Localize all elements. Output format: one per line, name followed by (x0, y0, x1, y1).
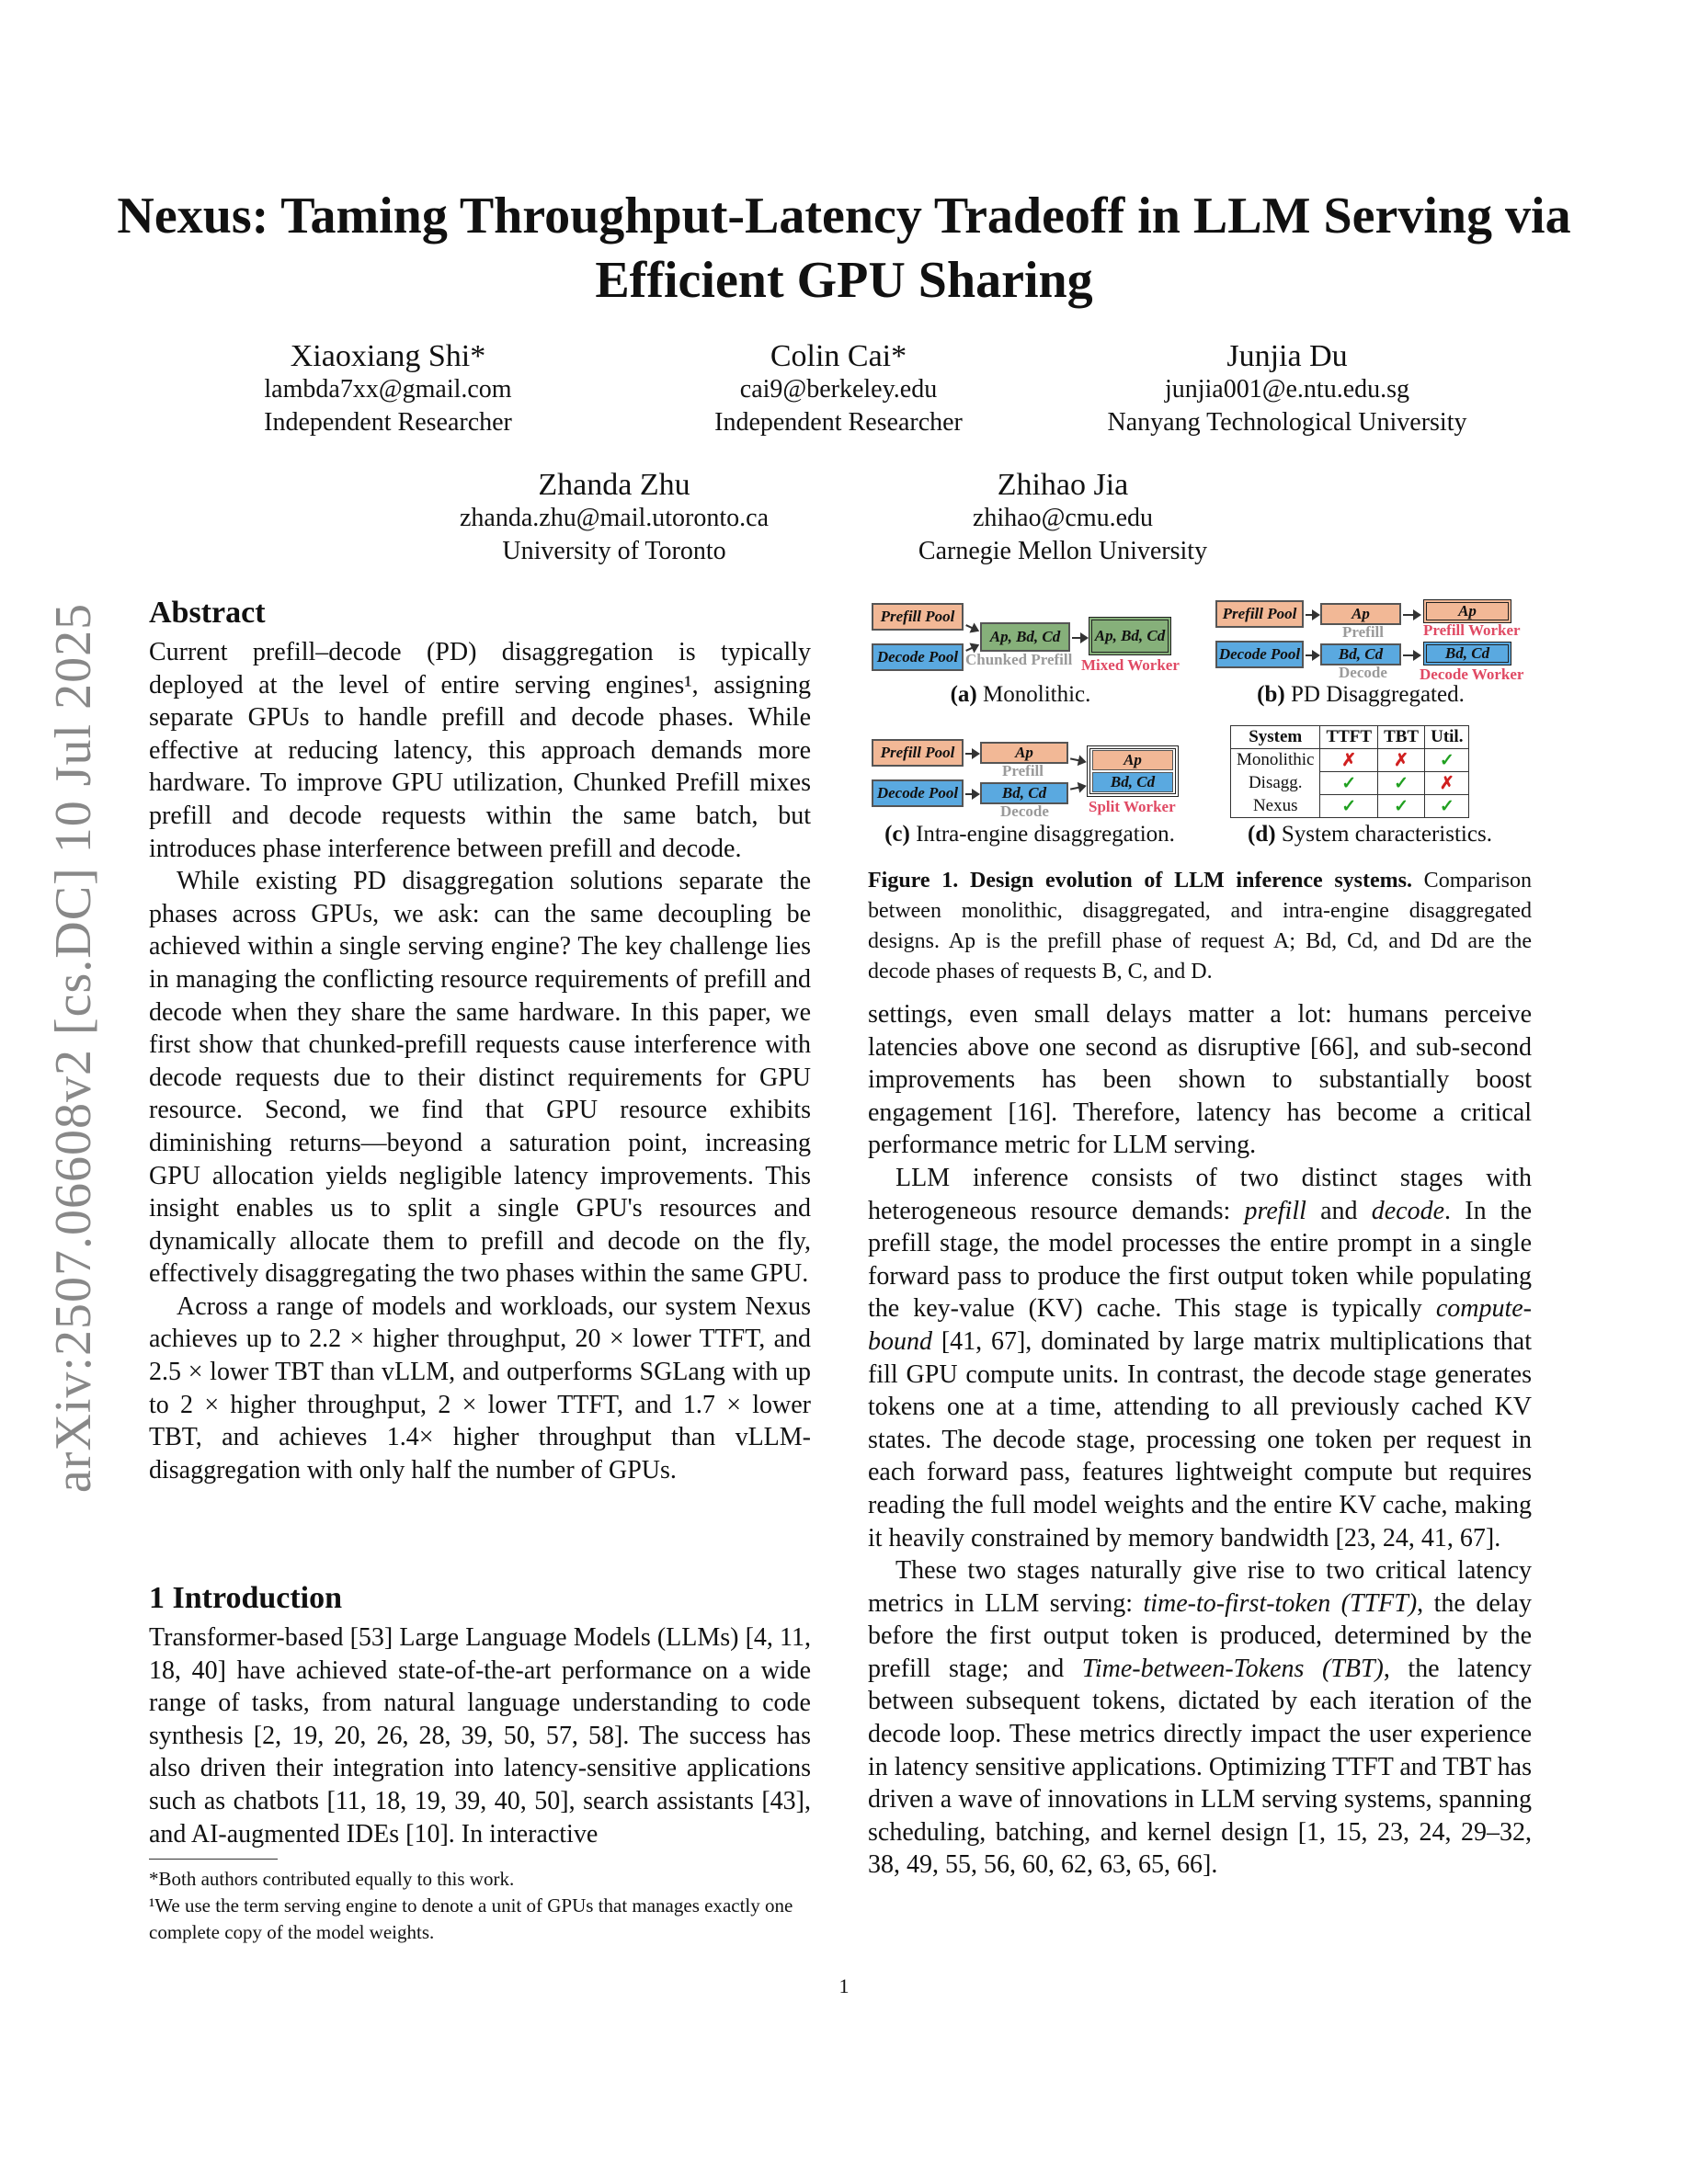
table-row (1231, 749, 1469, 772)
arrow (965, 753, 978, 755)
subfigure-letter: (c) (884, 822, 910, 847)
author-block (879, 469, 1247, 568)
split-worker-prefill: Ap (1092, 750, 1173, 770)
author-name: Zhihao Jia (997, 468, 1129, 502)
footnote: ¹We use the term serving engine to denote a unit of GPUs that manages exactly one complete copy of the model weights. (149, 1894, 793, 1943)
abstract-paragraph: While existing PD disaggregation solutions separate the phases across GPUs, we ask: can the same decoupling be achieved within a single serving engine? The key challenge lies in managing the conflicting resource requirements of prefill and decode when they share the same hardware. In this paper, we first show that chunked-prefill requests cause interference with decode requests due to their distinct requirements for GPU resource. Second, we find that GPU resource exhibits diminishing returns—beyond a saturation point, increasing GPU allocation yields negligible latency improvements. This insight enables us to split a single GPU's resources and dynamically allocate them to prefill and decode on the fly, effectively disaggregating the two phases within the same GPU. (149, 867, 811, 1289)
table-header: System (1231, 726, 1320, 749)
abstract-paragraph: Across a range of models and workloads, our system Nexus achieves up to 2.2 × higher throughput, 20 × lower TTFT, and 2.5 × lower TBT than vLLM, and outperforms SGLang with up to 2 × higher throughput, 2 × lower TTFT, and 1.7 × lower TBT, and achieves 1.4× higher throughput than vLLM-disaggregation with only half the number of GPUs. (149, 1291, 811, 1484)
decode-pool-box: Decode Pool (872, 779, 964, 807)
section-heading-introduction: 1 Introduction (149, 1581, 343, 1615)
prefill-request-box: Ap (980, 742, 1068, 764)
util-mark: ✓ (1425, 795, 1469, 818)
body-paragraph (868, 1554, 1532, 1882)
ttft-mark: ✓ (1320, 795, 1378, 818)
subfigure-caption (1223, 822, 1517, 847)
subfigure-letter: (a) (950, 682, 977, 707)
intro-body (149, 1621, 811, 1850)
prefill-request-box: Ap (1320, 603, 1401, 625)
author-email: junjia001@e.ntu.edu.sg (1164, 375, 1410, 404)
arrow (1306, 614, 1318, 616)
prefill-worker-box: Ap (1423, 599, 1511, 623)
text-run: These two stages naturally give rise to two critical latency metrics in LLM serving: (868, 1556, 1532, 1618)
paper-title: Nexus: Taming Throughput-Latency Tradeoff in LLM Serving via Efficient GPU Sharing (117, 188, 1571, 309)
author-affiliation: Carnegie Mellon University (918, 537, 1208, 565)
author-email: lambda7xx@gmail.com (264, 375, 512, 404)
prefill-worker-label: Prefill Worker (1423, 621, 1521, 639)
footnote: *Both authors contributed equally to this work. (149, 1868, 515, 1890)
decode-request-box: Bd, Cd (1320, 643, 1401, 665)
table-header-row (1231, 726, 1469, 749)
intro-paragraph: Transformer-based [53] Large Language Models (LLMs) [4, 11, 18, 40] have achieved state-of-the-art performance on a wide range of tasks, from natural language understanding to code synthesis [2, 19, 20, 26, 28, 39, 50, 57, 58]. The success has also driven their integration into latency-sensitive applications such as chatbots [11, 18, 19, 39, 40, 50], search assistants [43], and AI-augmented IDEs [10]. In interactive (149, 1623, 811, 1848)
table-header: TTFT (1320, 726, 1378, 749)
emphasis: Time-between-Tokens (TBT) (1081, 1654, 1384, 1683)
author-email: zhanda.zhu@mail.utoronto.ca (460, 504, 769, 532)
author-email: zhihao@cmu.edu (972, 504, 1154, 532)
subfigure-letter: (d) (1248, 822, 1276, 847)
util-mark: ✓ (1425, 749, 1469, 772)
decode-request-box: Bd, Cd (980, 782, 1068, 804)
tbt-mark: ✓ (1378, 772, 1425, 795)
chunked-prefill-label: Chunked Prefill (965, 651, 1073, 668)
decode-label: Decode (1339, 664, 1387, 681)
figure-caption (868, 866, 1532, 987)
text-run: , the delay before the first output token is produced, determined by the prefill stage; and (868, 1588, 1532, 1683)
author-name: Junjia Du (1226, 339, 1348, 373)
body-paragraph: settings, even small delays matter a lot: humans perceive latencies above one second as disruptive [66], and sub-second improvements has been shown to substantially boost engagement [16]. Therefore, latency has become a critical performance metric for LLM serving. (868, 1000, 1532, 1160)
arrow (1070, 757, 1085, 762)
prefill-pool-box: Prefill Pool (872, 739, 964, 767)
footnote-rule (149, 1859, 278, 1860)
subfigure-caption (864, 822, 1195, 847)
prefill-pool-box: Prefill Pool (872, 603, 964, 631)
arrow (1403, 654, 1420, 656)
text-run: LLM inference consists of two distinct stages with heterogeneous resource demands: (868, 1163, 1532, 1225)
prefill-pool-box: Prefill Pool (1215, 600, 1304, 628)
subfigure-caption-text: Monolithic. (976, 682, 1091, 707)
table-row (1231, 772, 1469, 795)
mixed-worker-label: Mixed Worker (1081, 656, 1180, 674)
arrow (1306, 654, 1318, 656)
author-name: Zhanda Zhu (538, 468, 690, 502)
figure-label: Figure 1. (868, 869, 959, 893)
figure-caption-text: Comparison between monolithic, disaggregated, and intra-engine disaggregated designs. Ap is the prefill phase of request A; Bd, Cd, and Dd are the decode phases of requests B, C, and D. (868, 869, 1533, 984)
author-email: cai9@berkeley.edu (739, 375, 938, 404)
subfigure-caption-text: Intra-engine disaggregation. (909, 822, 1175, 847)
prefill-label: Prefill (1342, 623, 1384, 641)
decode-worker-label: Decode Worker (1420, 665, 1524, 683)
page-number: 1 (838, 1974, 850, 1997)
emphasis: compute-bound (868, 1294, 1532, 1356)
text-run: , the latency between subsequent tokens, dictated by each iteration of the decode loop. These metrics directly impact the user experience in latency sensitive applications. Optimizing TTFT and TBT has driven a wave of innovations in LLM serving systems, spanning scheduling, batching, and kernel design [1, 15, 23, 24, 29–32, 38, 49, 55, 56, 60, 62, 63, 65, 66]. (868, 1654, 1532, 1880)
abstract-paragraph: Current prefill–decode (PD) disaggregation is typically deployed at the level of entire serving engines¹, assigning separate GPUs to handle prefill and decode phases. While effective at reducing latency, this approach demands more hardware. To improve GPU utilization, Chunked Prefill mixes prefill and decode requests within the same batch, but introduces phase interference between prefill and decode. (149, 638, 811, 863)
tbt-mark: ✗ (1378, 749, 1425, 772)
abstract-body (149, 636, 811, 1486)
author-affiliation: Independent Researcher (264, 408, 512, 437)
split-worker-decode: Bd, Cd (1092, 772, 1173, 792)
author-affiliation: University of Toronto (502, 537, 726, 565)
author-block (204, 340, 572, 439)
ttft-mark: ✓ (1320, 772, 1378, 795)
emphasis: prefill (1244, 1196, 1306, 1225)
subfigure-caption-text: System characteristics. (1275, 822, 1492, 847)
arxiv-stamp: arXiv:2507.06608v2 [cs.DC] 10 Jul 2025 (45, 602, 102, 1494)
mixed-worker-box: Ap, Bd, Cd (1089, 617, 1171, 655)
decode-pool-box: Decode Pool (872, 643, 964, 671)
system-name: Disagg. (1231, 772, 1320, 795)
table-row (1231, 795, 1469, 818)
text-run: . In the prefill stage, the model processes the entire prompt in a single forward pass to produce the first output token while populating the key-value (KV) cache. This stage is typically (868, 1196, 1532, 1324)
author-block (655, 340, 1022, 439)
system-name: Nexus (1231, 795, 1320, 818)
subfigure-caption (1232, 682, 1489, 708)
author-block (430, 469, 798, 568)
decode-worker-box: Bd, Cd (1423, 642, 1511, 665)
arrow (965, 624, 978, 631)
text-run: [41, 67], dominated by large matrix multiplications that fill GPU compute units. In contrast, the decode stage generates tokens one at a time, attending to all previously cached KV states. The decode stage, processing one token per request in each forward pass, features lightweight compute but requires reading the full model weights and the entire KV cache, making it heavily constrained by memory bandwidth [23, 24, 41, 67]. (868, 1326, 1532, 1553)
chunked-prefill-box: Ap, Bd, Cd (980, 622, 1070, 652)
arrow (1072, 637, 1087, 639)
author-affiliation: Nanyang Technological University (1107, 408, 1467, 437)
subfigure-caption-text: PD Disaggregated. (1284, 682, 1465, 707)
tbt-mark: ✓ (1378, 795, 1425, 818)
abstract-heading: Abstract (149, 596, 266, 630)
right-column-body (868, 998, 1532, 1882)
author-block (1076, 340, 1499, 439)
emphasis: decode (1371, 1196, 1445, 1225)
decode-label: Decode (1000, 802, 1049, 820)
text-run: and (1306, 1196, 1372, 1225)
body-paragraph (868, 1162, 1532, 1554)
table-header: TBT (1378, 726, 1425, 749)
author-affiliation: Independent Researcher (714, 408, 963, 437)
table-header: Util. (1425, 726, 1469, 749)
ttft-mark: ✗ (1320, 749, 1378, 772)
author-name: Colin Cai* (770, 339, 907, 373)
emphasis: time-to-first-token (TTFT) (1143, 1588, 1418, 1618)
split-worker-label: Split Worker (1089, 798, 1176, 815)
arrow (1403, 614, 1420, 616)
decode-pool-box: Decode Pool (1215, 641, 1304, 668)
arrow (965, 793, 978, 795)
subfigure-letter: (b) (1257, 682, 1285, 707)
system-characteristics-table (1230, 725, 1469, 818)
system-name: Monolithic (1231, 749, 1320, 772)
prefill-label: Prefill (1002, 762, 1044, 779)
author-name: Xiaoxiang Shi* (290, 339, 486, 373)
arrow (1070, 785, 1085, 790)
figure-caption-title: Design evolution of LLM inference systems. (969, 869, 1412, 893)
subfigure-caption (929, 682, 1112, 708)
util-mark: ✗ (1425, 772, 1469, 795)
